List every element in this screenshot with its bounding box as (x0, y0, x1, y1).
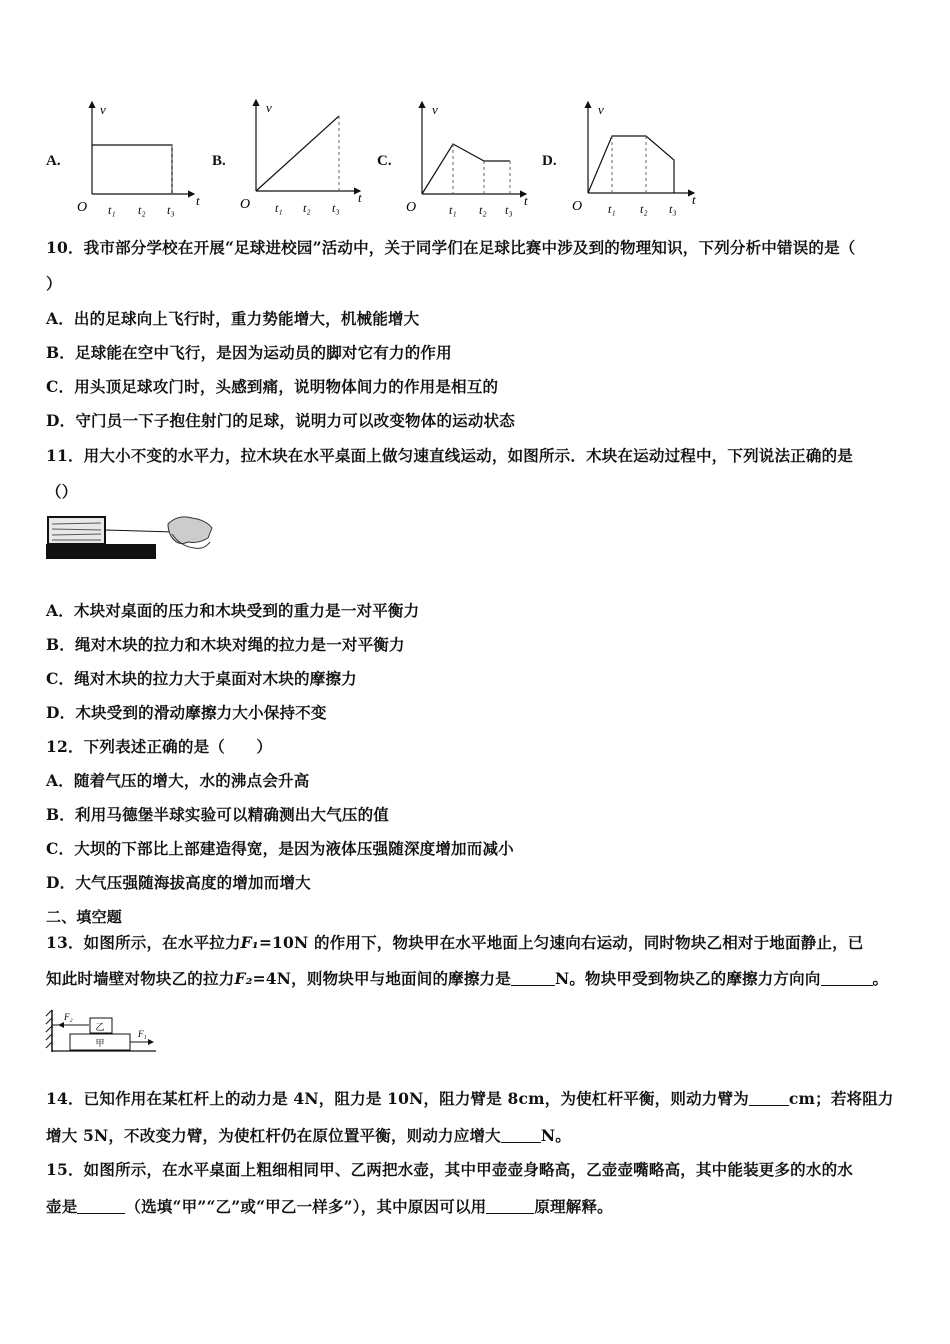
graph-a-figure (72, 92, 204, 220)
q13-l2c: N。物块甲受到物块乙的摩擦力方向向 (554, 969, 821, 988)
graph-b-t1: t₁ (275, 201, 283, 215)
graph-b-origin: O (240, 197, 251, 212)
rope (105, 530, 174, 532)
graph-a-t3: t₃ (167, 203, 175, 217)
option-b-label: B. (212, 153, 226, 169)
graph-a-t: t (196, 193, 200, 208)
q14-l2b: N。 (540, 1126, 571, 1145)
q13-f2: F₂ (234, 969, 253, 988)
q13-line1 (46, 931, 864, 953)
hand-icon (168, 517, 212, 544)
q10-option-d: D．守门员一下子抱住射门的足球，说明力可以改变物体的运动状态 (46, 411, 515, 430)
q14-blank-2[interactable] (501, 1127, 541, 1144)
fig-f2-label: F₂ (64, 1012, 73, 1022)
graph-d-t2: t₂ (640, 202, 648, 216)
q13-blank-2[interactable] (821, 970, 873, 987)
graph-d-v: v (598, 102, 604, 117)
q15-line2 (46, 1195, 613, 1217)
q13-blank-1[interactable] (511, 970, 555, 987)
graph-b-t: t (358, 190, 362, 205)
q13-l1a: 13．如图所示，在水平拉力 (46, 933, 241, 952)
q11-stem-end: （） (46, 482, 78, 501)
graph-b-v: v (266, 100, 272, 115)
graph-c-figure (404, 92, 536, 220)
q10-stem-end: ） (46, 274, 62, 293)
graph-c-line (422, 144, 510, 194)
graph-a-t1: t₁ (108, 203, 116, 217)
q13-l2d: 。 (872, 969, 889, 988)
graph-d-t1: t₁ (608, 202, 616, 216)
graph-a-t2: t₂ (138, 203, 146, 217)
graph-c-origin: O (406, 200, 417, 215)
fig-yi-label: 乙 (95, 1022, 105, 1032)
graph-d-figure (570, 92, 702, 220)
q13-l2b: =4N，则物块甲与地面间的摩擦力是 (252, 969, 511, 988)
fig-f1-label: F₁ (138, 1029, 147, 1039)
graph-c-t: t (524, 193, 528, 208)
graph-a-origin: O (77, 200, 88, 215)
graph-b-t2: t₂ (303, 201, 311, 215)
graph-c-v: v (432, 102, 438, 117)
table-surface (46, 544, 156, 559)
graph-b-t3: t₃ (332, 201, 340, 215)
q14-l1b: cm；若将阻力 (788, 1089, 894, 1108)
q15-blank-2[interactable] (486, 1198, 534, 1215)
graph-a-v: v (100, 102, 106, 117)
graph-c-t1: t₁ (449, 203, 457, 217)
graph-b-figure (238, 92, 370, 220)
q13-l1b: =10N 的作用下，物块甲在水平地面上匀速向右运动，同时物块乙相对于地面静止，已 (258, 933, 864, 952)
q12-option-b: B．利用马德堡半球实验可以精确测出大气压的值 (46, 805, 390, 824)
option-a-label: A. (46, 153, 61, 169)
q15-blank-1[interactable] (77, 1198, 125, 1215)
q10-option-a: A．出的足球向上飞行时，重力势能增大，机械能增大 (46, 309, 420, 328)
graph-d-origin: O (572, 199, 583, 214)
q12-option-a: A．随着气压的增大，水的沸点会升高 (46, 771, 310, 790)
section-title: 二、填空题 (46, 908, 123, 926)
q14-line1 (46, 1087, 894, 1109)
q12-option-c: C．大坝的下部比上部建造得宽，是因为液体压强随深度增加而减小 (46, 839, 514, 858)
q10-stem: 10．我市部分学校在开展“足球进校园”活动中，关于同学们在足球比赛中涉及到的物理知识，下列分析中错误的是（ (46, 238, 856, 257)
q15-l2a: 壶是 (46, 1197, 78, 1216)
q14-blank-1[interactable] (749, 1090, 789, 1107)
q12-option-d: D．大气压强随海拔高度的增加而增大 (46, 873, 311, 892)
q11-option-b: B．绳对木块的拉力和木块对绳的拉力是一对平衡力 (46, 635, 405, 654)
graph-b-line (256, 116, 339, 191)
q11-option-a: A．木块对桌面的压力和木块受到的重力是一对平衡力 (46, 601, 420, 620)
q15-l2c: 原理解释。 (534, 1197, 613, 1216)
graph-c-t2: t₂ (479, 203, 487, 217)
option-c-label: C. (377, 153, 392, 169)
q13-f1: F₁ (240, 933, 259, 952)
graph-d-t: t (692, 192, 696, 207)
q10-option-b: B．足球能在空中飞行，是因为运动员的脚对它有力的作用 (46, 343, 452, 362)
q11-option-d: D．木块受到的滑动摩擦力大小保持不变 (46, 703, 327, 722)
graph-c-t3: t₃ (505, 203, 513, 217)
q13-figure (44, 1006, 164, 1058)
graph-d-line (588, 136, 674, 193)
graph-a-line (92, 145, 172, 194)
q10-option-c: C．用头顶足球攻门时，头感到痛，说明物体间力的作用是相互的 (46, 377, 499, 396)
q11-stem: 11．用大小不变的水平力，拉木块在水平桌面上做匀速直线运动，如图所示．木块在运动过程中，下列说法正确的是 (46, 446, 853, 465)
q15-line1: 15．如图所示，在水平桌面上粗细相同甲、乙两把水壶，其中甲壶壶身略高，乙壶壶嘴略高，其中能装更多的水的水 (46, 1160, 853, 1179)
q11-figure (46, 510, 216, 562)
q11-option-c: C．绳对木块的拉力大于桌面对木块的摩擦力 (46, 669, 357, 688)
q13-line2 (46, 967, 888, 989)
q14-l1a: 14．已知作用在某杠杆上的动力是 4N，阻力是 10N，阻力臂是 8cm，为使杠杆平衡，则动力臂为 (46, 1089, 749, 1108)
q12-stem: 12．下列表述正确的是（ ） (46, 737, 273, 756)
q14-l2a: 增大 5N，不改变力臂，为使杠杆仍在原位置平衡，则动力应增大 (46, 1126, 501, 1145)
q13-l2a: 知此时墙壁对物块乙的拉力 (46, 969, 235, 988)
q15-l2b: （选填“甲”“乙”或“甲乙一样多”），其中原因可以用 (125, 1197, 487, 1216)
option-d-label: D. (542, 153, 557, 169)
q14-line2 (46, 1124, 571, 1146)
fig-jia-label: 甲 (95, 1038, 105, 1048)
graph-d-t3: t₃ (669, 202, 677, 216)
